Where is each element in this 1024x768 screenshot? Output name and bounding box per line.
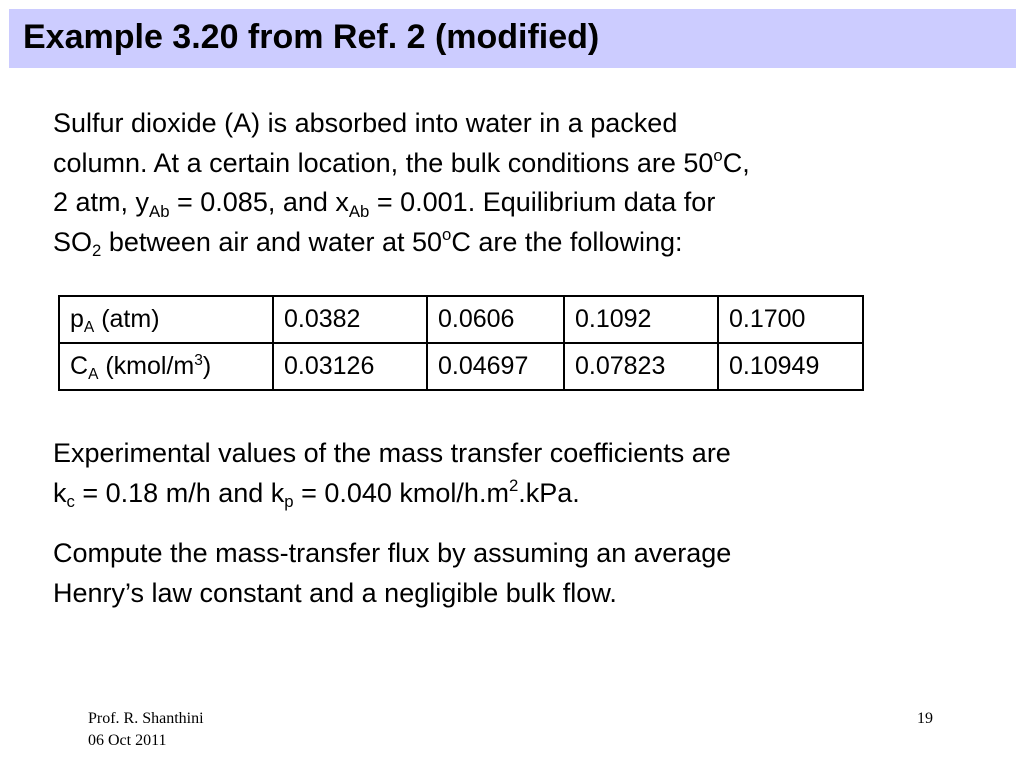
task-line-2: Henry’s law constant and a negligible bulk flow.: [53, 577, 617, 608]
slide-title: Example 3.20 from Ref. 2 (modified): [23, 18, 600, 56]
problem-line-4: $SO_2$ between air and water at 50$^o$C are the following:: [53, 225, 683, 261]
problem-line-2: column. At a certain location, the bulk conditions are 50$^o$C,: [53, 146, 750, 178]
problem-statement: [53, 104, 750, 262]
task-statement: [53, 534, 731, 613]
page-number: 19: [917, 710, 933, 727]
footer-date: 06 Oct 2011: [88, 732, 167, 749]
table-row-label: $C_A$ $(kmol/m^3)$: [59, 343, 273, 390]
coefficients-line-1: Experimental values of the mass transfer coefficients are: [53, 438, 731, 468]
coefficients-line-2: $k_c = 0.18$ m/h and $k_p = 0.040$ kmol/$h.m^2.kPa$.: [53, 476, 580, 512]
problem-line-1: Sulfur dioxide (A) is absorbed into water in a packed: [53, 108, 678, 138]
equilibrium-data-table: [58, 295, 864, 391]
mass-transfer-coefficients: [53, 434, 731, 513]
table-cell: 0.0382: [273, 296, 427, 343]
table-row-concentration: [59, 343, 863, 390]
table-cell: 0.1092: [564, 296, 718, 343]
problem-line-3: 2 atm, $y_{Ab} = 0.085$, and $x_{Ab} = 0.001$. Equilibrium data for: [53, 187, 716, 221]
table-row-label: $p_A$ (atm): [59, 296, 273, 343]
table-row-pressure: [59, 296, 863, 343]
table-cell: 0.1700: [718, 296, 863, 343]
footer-author: Prof. R. Shanthini: [88, 710, 204, 727]
title-bar: [9, 9, 1016, 68]
task-line-1: Compute the mass-transfer flux by assuming an average: [53, 538, 732, 568]
table-cell: 0.03126: [273, 343, 427, 390]
table-cell: 0.04697: [427, 343, 564, 390]
table-cell: 0.0606: [427, 296, 564, 343]
table-cell: 0.10949: [718, 343, 863, 390]
table-cell: 0.07823: [564, 343, 718, 390]
